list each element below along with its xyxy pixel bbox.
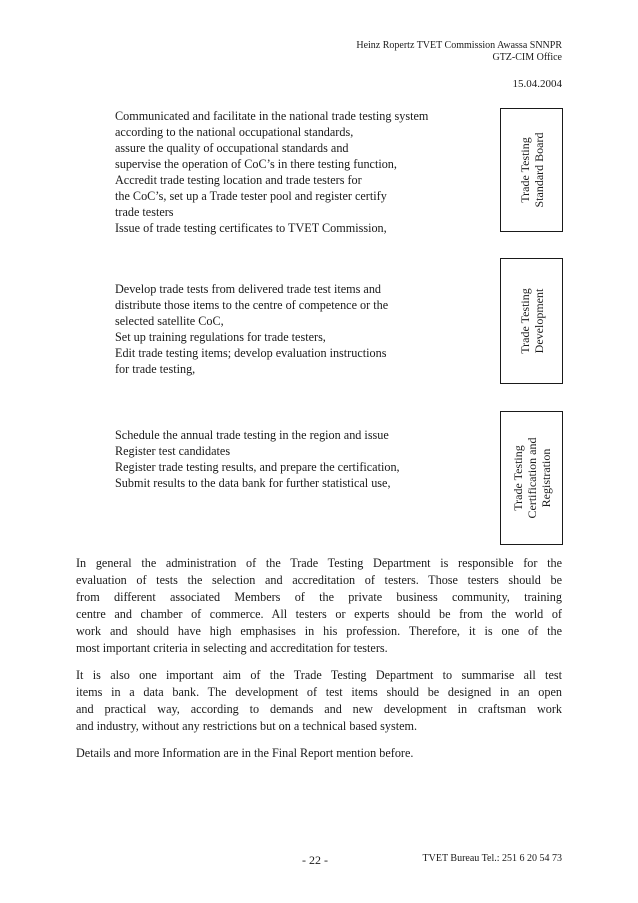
label-line: Development — [531, 288, 546, 354]
duty-line: Communicated and facilitate in the national trade testing system — [115, 109, 429, 123]
duty-line: for trade testing, — [115, 362, 196, 376]
certification-label-box — [500, 411, 563, 545]
paragraph-line: from different associated Members of the private business community, training — [76, 590, 562, 604]
certification-duties — [115, 427, 490, 491]
duty-line: Schedule the annual trade testing in the region and issue — [115, 428, 389, 442]
duty-line: Develop trade tests from delivered trade test items and — [115, 282, 382, 296]
label-line: Standard Board — [531, 132, 546, 208]
paragraph-line: evaluation of tests the selection and accreditation of testers. Those testers should be — [76, 573, 562, 587]
paragraph-line: and industry, without any restrictions but on a technical based system. — [76, 719, 418, 733]
duty-line: Register test candidates — [115, 444, 231, 458]
paragraph-line: items in a data bank. The development of test items should be designed in an open — [76, 685, 562, 699]
development-duties — [115, 281, 490, 377]
duty-line: Submit results to the data bank for further statistical use, — [115, 476, 391, 490]
duty-line: selected satellite CoC, — [115, 314, 224, 328]
paragraph-administration — [76, 555, 562, 657]
paragraph-data-bank — [76, 667, 562, 735]
duty-line: according to the national occupational standards, — [115, 125, 354, 139]
page-number: - 22 - — [302, 853, 328, 867]
duty-line: distribute those items to the centre of competence or the — [115, 298, 389, 312]
duty-line: supervise the operation of CoC’s in there testing function, — [115, 157, 397, 171]
duty-line: Issue of trade testing certificates to TVET Commission, — [115, 221, 387, 235]
paragraph-details — [76, 745, 562, 762]
duty-line: Edit trade testing items; develop evaluation instructions — [115, 346, 387, 360]
duty-line: Set up training regulations for trade testers, — [115, 330, 326, 344]
duty-line: the CoC’s, set up a Trade tester pool and register certify — [115, 189, 387, 203]
development-label — [518, 288, 546, 354]
standard-board-label — [518, 133, 546, 208]
standard-board-duties — [115, 108, 490, 236]
paragraph-line: centre and chamber of commerce. All testers or experts should be from the world of — [76, 607, 562, 621]
duty-line: Accredit trade testing location and trade testers for — [115, 173, 362, 187]
duty-line: trade testers — [115, 205, 174, 219]
label-line: Registration — [538, 448, 553, 508]
development-label-box — [500, 258, 563, 384]
paragraph-line: In general the administration of the Trade Testing Department is responsible for the — [76, 556, 562, 570]
certification-label — [511, 438, 553, 519]
label-line: Certification and — [524, 437, 539, 519]
paragraph-line: most important criteria in selecting and accreditation for testers. — [76, 641, 388, 655]
label-line: Trade Testing — [517, 288, 532, 354]
footer-contact: TVET Bureau Tel.: 251 6 20 54 73 — [422, 853, 562, 864]
standard-board-label-box — [500, 108, 563, 232]
duty-line: Register trade testing results, and prepare the certification, — [115, 460, 400, 474]
paragraph-line: work and should have high emphasises in his profession. Therefore, it is one of the — [76, 624, 562, 638]
label-line: Trade Testing — [510, 445, 525, 511]
paragraph-line: Details and more Information are in the Final Report mention before. — [76, 746, 414, 760]
document-date: 15.04.2004 — [512, 78, 562, 90]
header-office-name: GTZ-CIM Office — [492, 52, 562, 63]
header-author-office: Heinz Ropertz TVET Commission Awassa SNNPR — [356, 40, 562, 51]
paragraph-line: It is also one important aim of the Trade Testing Department to summarise all test — [76, 668, 562, 682]
paragraph-line: and practical way, according to demands and new development in craftsman work — [76, 702, 562, 716]
label-line: Trade Testing — [517, 137, 532, 203]
duty-line: assure the quality of occupational standards and — [115, 141, 349, 155]
